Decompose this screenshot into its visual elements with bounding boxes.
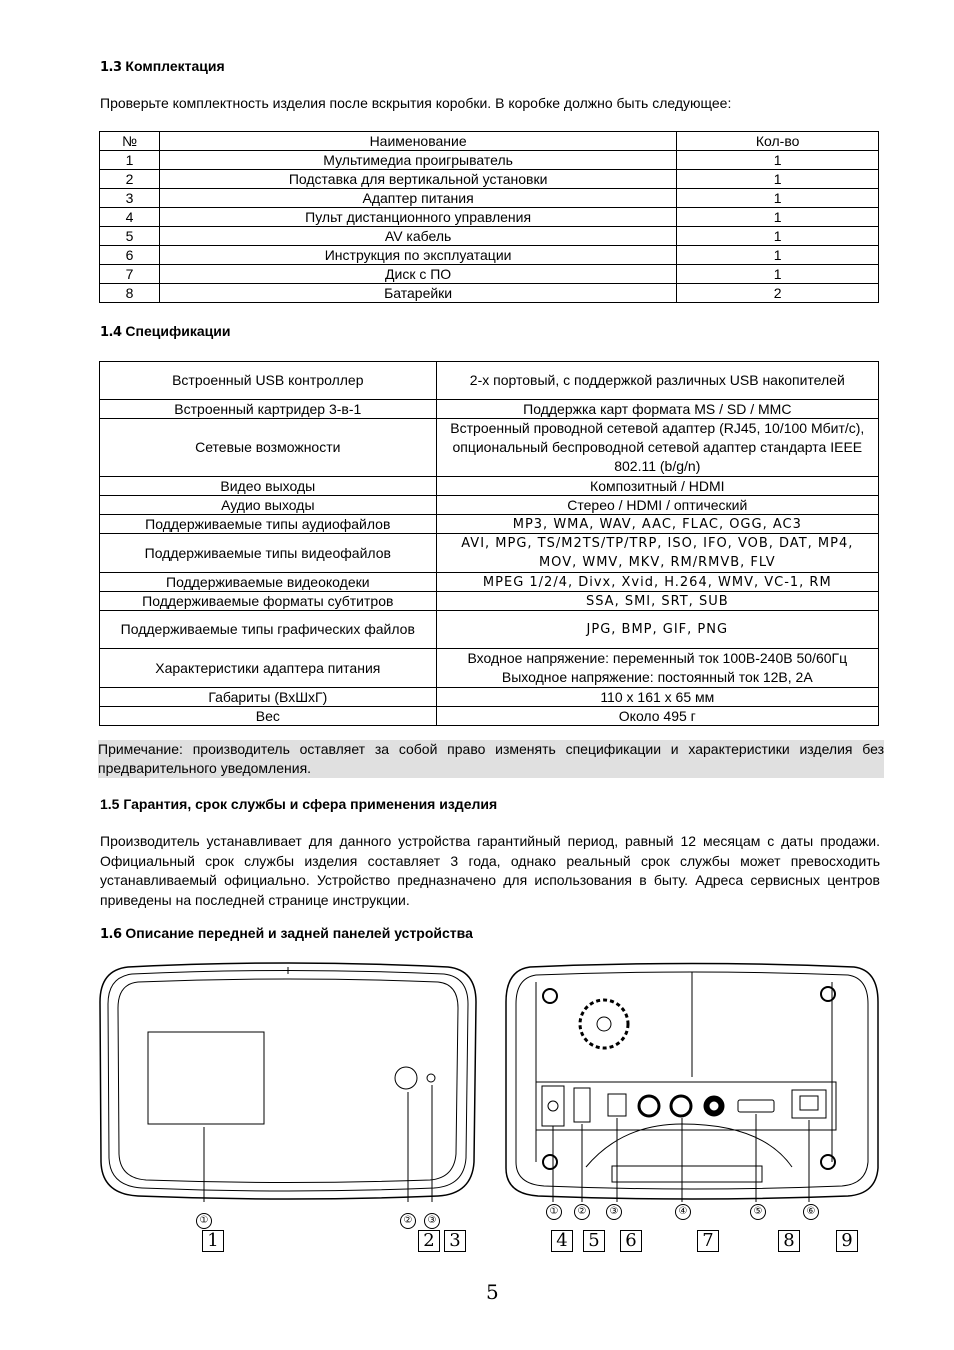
callout-circle: ① xyxy=(196,1213,212,1229)
callout-circle: ③ xyxy=(424,1213,440,1229)
spec-name: Поддерживаемые форматы субтитров xyxy=(100,592,437,611)
spec-value: MPEG 1/2/4, Divx, Xvid, H.264, WMV, VC-1, RM xyxy=(436,573,878,592)
cell-name: Адаптер питания xyxy=(159,189,676,208)
spec-value: Встроенный проводной сетевой адаптер (RJ45, 10/100 Мбит/с), опциональный беспроводной сетевой адаптер стандарта IEEE 802.11 (b/g/n) xyxy=(436,419,878,477)
table-row xyxy=(100,362,879,400)
section-title: Спецификации xyxy=(125,323,231,339)
cell-qty: 1 xyxy=(677,189,879,208)
spec-name: Характеристики адаптера питания xyxy=(100,649,437,688)
spec-value: 2-х портовый, с поддержкой различных USB накопителей xyxy=(436,362,878,400)
spec-name: Поддерживаемые видеокодеки xyxy=(100,573,437,592)
spec-name: Встроенный картридер 3-в-1 xyxy=(100,400,437,419)
table-row xyxy=(100,208,879,227)
table-row xyxy=(100,477,879,496)
spec-name: Поддерживаемые типы графических файлов xyxy=(100,611,437,649)
table-row xyxy=(100,284,879,303)
label-box: 1 xyxy=(202,1230,224,1252)
spec-value: JPG, BMP, GIF, PNG xyxy=(436,611,878,649)
label-box: 2 xyxy=(418,1230,440,1252)
callout-circle: ① xyxy=(546,1204,562,1220)
section-heading-1-4 xyxy=(100,323,230,340)
cell-name: Батарейки xyxy=(159,284,676,303)
intro-text: Проверьте комплектность изделия после вскрытия коробки. В коробке должно быть следующее: xyxy=(100,95,732,111)
cell-number: 8 xyxy=(100,284,160,303)
callout-circle: ⑤ xyxy=(750,1204,766,1220)
spec-value: 110 x 161 x 65 мм xyxy=(436,688,878,707)
spec-value: Композитный / HDMI xyxy=(436,477,878,496)
label-box: 5 xyxy=(583,1230,605,1252)
section-number: 1.6 xyxy=(100,927,122,942)
table-row xyxy=(100,246,879,265)
note-box: Примечание: производитель оставляет за собой право изменять спецификации и характеристики изделия без предварительного уведомления. xyxy=(98,741,884,776)
section-number: 1.4 xyxy=(100,325,122,340)
callout-circle: ⑥ xyxy=(803,1204,819,1220)
cell-name: Диск с ПО xyxy=(159,265,676,284)
spec-value: SSA, SMI, SRT, SUB xyxy=(436,592,878,611)
cell-qty: 1 xyxy=(677,208,879,227)
front-panel-illustration xyxy=(98,962,478,1202)
table-row xyxy=(100,189,879,208)
spec-value: Поддержка карт формата MS / SD / MMC xyxy=(436,400,878,419)
label-box: 7 xyxy=(697,1230,719,1252)
spec-name: Вес xyxy=(100,707,437,726)
section-number: 1.3 xyxy=(100,60,122,75)
rear-panel-illustration xyxy=(502,962,884,1202)
cell-qty: 1 xyxy=(677,265,879,284)
table-row xyxy=(100,707,879,726)
label-box: 6 xyxy=(620,1230,642,1252)
section-heading-1-5 xyxy=(100,796,497,812)
section-title: Гарантия, срок службы и сфера применения изделия xyxy=(123,796,498,812)
cell-number: 1 xyxy=(100,151,160,170)
table-row xyxy=(100,496,879,515)
cell-name: AV кабель xyxy=(159,227,676,246)
cell-qty: 1 xyxy=(677,227,879,246)
section-title: Описание передней и задней панелей устройства xyxy=(125,925,473,941)
cell-number: 3 xyxy=(100,189,160,208)
table-row xyxy=(100,151,879,170)
callout-circle: ③ xyxy=(606,1204,622,1220)
table-row xyxy=(100,688,879,707)
table-row xyxy=(100,265,879,284)
cell-number: 5 xyxy=(100,227,160,246)
table-row xyxy=(100,649,879,688)
table-row xyxy=(100,227,879,246)
table-row xyxy=(100,400,879,419)
cell-number: 7 xyxy=(100,265,160,284)
table-row xyxy=(100,419,879,477)
callout-circle: ② xyxy=(400,1213,416,1229)
spec-value: Входное напряжение: переменный ток 100В-240В 50/60Гц Выходное напряжение: постоянный ток 12В, 2А xyxy=(436,649,878,688)
section-heading-1-3 xyxy=(100,58,225,75)
cell-qty: 1 xyxy=(677,151,879,170)
spec-name: Поддерживаемые типы аудиофайлов xyxy=(100,515,437,534)
label-box: 3 xyxy=(444,1230,466,1252)
header-number: № xyxy=(100,132,160,151)
header-name: Наименование xyxy=(159,132,676,151)
cell-qty: 2 xyxy=(677,284,879,303)
section-title: Комплектация xyxy=(125,58,225,74)
section-number: 1.5 xyxy=(100,796,120,812)
label-box: 9 xyxy=(836,1230,858,1252)
table-row xyxy=(100,534,879,573)
cell-name: Подставка для вертикальной установки xyxy=(159,170,676,189)
spec-name: Сетевые возможности xyxy=(100,419,437,477)
cell-qty: 1 xyxy=(677,170,879,189)
spec-value: AVI, MPG, TS/M2TS/TP/TRP, ISO, IFO, VOB, DAT, MP4, MOV, WMV, MKV, RM/RMVB, FLV xyxy=(436,534,878,573)
cell-qty: 1 xyxy=(677,246,879,265)
table-header-row xyxy=(100,132,879,151)
package-table xyxy=(99,131,879,303)
spec-value: Стерео / HDMI / оптический xyxy=(436,496,878,515)
warranty-text: Производитель устанавливает для данного устройства гарантийный период, равный 12 месяцам с даты продажи. Официальный срок службы изделия составляет 3 года, однако реальный срок службы может превосходить устанавливаемый официально. Устройство предназначено для использования в быту. Адреса сервисных центров приведены на последней странице инструкции. xyxy=(100,833,880,908)
spec-name: Видео выходы xyxy=(100,477,437,496)
callout-circle: ④ xyxy=(675,1204,691,1220)
cell-name: Мультимедиа проигрыватель xyxy=(159,151,676,170)
header-qty: Кол-во xyxy=(677,132,879,151)
section-heading-1-6 xyxy=(100,925,473,942)
cell-number: 2 xyxy=(100,170,160,189)
table-row xyxy=(100,592,879,611)
table-row xyxy=(100,611,879,649)
table-row xyxy=(100,170,879,189)
cell-name: Пульт дистанционного управления xyxy=(159,208,676,227)
cell-number: 6 xyxy=(100,246,160,265)
spec-value: MP3, WMA, WAV, AAC, FLAC, OGG, AC3 xyxy=(436,515,878,534)
page-number: 5 xyxy=(486,1280,499,1304)
spec-name: Габариты (ВхШхГ) xyxy=(100,688,437,707)
table-row xyxy=(100,515,879,534)
callout-circle: ② xyxy=(574,1204,590,1220)
label-box: 8 xyxy=(778,1230,800,1252)
spec-name: Встроенный USB контроллер xyxy=(100,362,437,400)
cell-number: 4 xyxy=(100,208,160,227)
cell-name: Инструкция по эксплуатации xyxy=(159,246,676,265)
spec-value: Около 495 г xyxy=(436,707,878,726)
spec-table xyxy=(99,361,879,726)
table-row xyxy=(100,573,879,592)
spec-name: Аудио выходы xyxy=(100,496,437,515)
spec-name: Поддерживаемые типы видеофайлов xyxy=(100,534,437,573)
label-box: 4 xyxy=(551,1230,573,1252)
